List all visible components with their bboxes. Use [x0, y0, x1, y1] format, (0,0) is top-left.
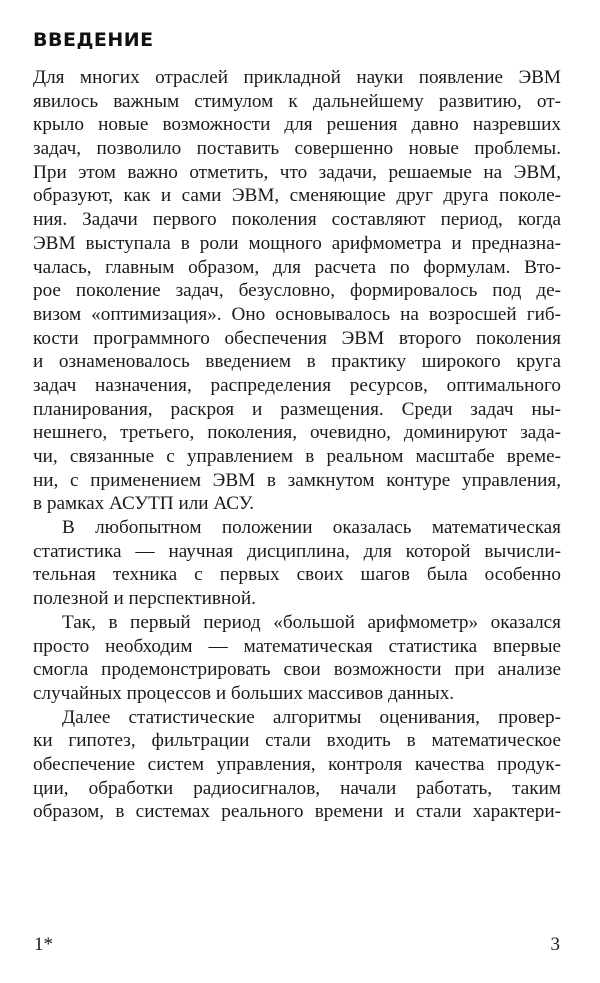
text-line: ния. Задачи первого поколения составляют период, когда: [33, 209, 561, 231]
text-line: задач назначения, распределения ресурсов, оптимального: [33, 374, 561, 396]
text-line: чалась, главным образом, для расчета по формулам. Вто-: [33, 256, 561, 278]
text-line: чи, связанные с управлением в реальном масштабе време-: [33, 446, 561, 467]
text-line: крыло новые возможности для решения давно назревших: [33, 114, 561, 136]
text-line: образуют, как и сами ЭВМ, сменяющие друг друга поколе-: [33, 185, 561, 207]
text-line: планирования, раскроя и размещения. Среди задач ны-: [33, 398, 561, 420]
text-line: При этом важно отметить, что задачи, решаемые на ЭВМ,: [33, 161, 561, 183]
text-line: рое поколение задач, безусловно, формировалось под де-: [33, 280, 561, 302]
text-line: полезной и перспективной.: [33, 588, 256, 610]
text-line: Далее статистические алгоритмы оценивания, провер-: [62, 706, 561, 728]
page-number: 3: [550, 934, 560, 955]
text-line: и ознаменовалось введением в практику широкого круга: [33, 351, 561, 373]
text-line: тельная техника с первых своих шагов была особенно: [33, 564, 561, 586]
text-line: ции, обработки радиосигналов, начали работать, таким: [33, 777, 561, 799]
text-line: образом, в системах реального времени и стали характери-: [33, 801, 561, 823]
text-line: смогла продемонстрировать свои возможности при анализе: [33, 659, 561, 681]
text-line: обеспечение систем управления, контроля качества продук-: [33, 753, 561, 775]
text-line: явилось важным стимулом к дальнейшему развитию, от-: [33, 90, 561, 112]
text-line: просто необходим — математическая статистика впервые: [33, 635, 561, 657]
text-line: визом «оптимизация». Оно основывалось на возросшей гиб-: [33, 303, 561, 325]
text-line: статистика — научная дисциплина, для которой вычисли-: [33, 540, 561, 562]
text-line: Для многих отраслей прикладной науки появление ЭВМ: [33, 67, 561, 88]
section-heading: ВВЕДЕНИЕ: [33, 29, 154, 51]
body-text: [33, 66, 561, 824]
text-line: ЭВМ выступала в роли мощного арифмометра и предназна-: [33, 232, 561, 254]
text-line: случайных процессов и больших массивов данных.: [33, 682, 455, 704]
text-line: ни, с применением ЭВМ в замкнутом контуре управления,: [33, 469, 561, 491]
text-line: кости программного обеспечения ЭВМ второго поколения: [33, 327, 561, 349]
text-line: в рамках АСУТП или АСУ.: [33, 493, 255, 515]
text-line: Так, в первый период «большой арифмометр» оказался: [62, 611, 561, 633]
text-line: задач, позволило поставить совершенно новые проблемы.: [33, 138, 561, 160]
text-line: В любопытном положении оказалась математическая: [62, 517, 561, 539]
signature-mark: 1*: [34, 934, 53, 955]
text-line: нешнего, третьего, поколения, очевидно, доминируют зада-: [33, 422, 561, 444]
text-line: ки гипотез, фильтрации стали входить в математическое: [33, 730, 561, 752]
